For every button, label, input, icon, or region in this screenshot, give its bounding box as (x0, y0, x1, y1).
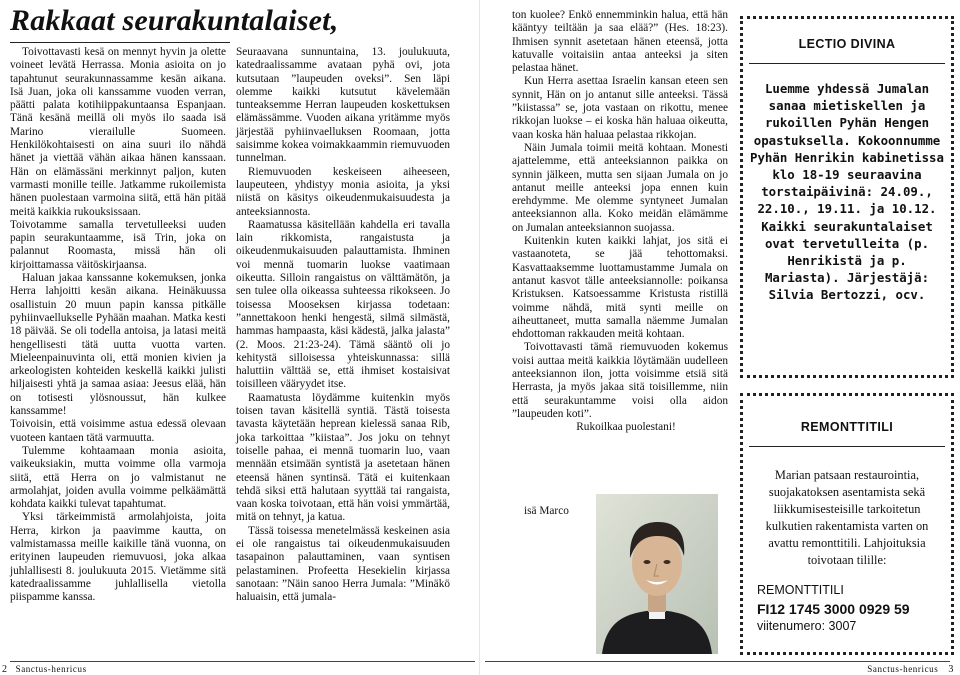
remonttitili-box (740, 393, 954, 655)
article-column-2 (236, 46, 450, 604)
lectio-divina-heading: LECTIO DIVINA (798, 37, 896, 51)
publication-name: Sanctus-henricus (867, 664, 939, 674)
paragraph: Tässä toisessa menetelmässä keskeinen asia ei ole rangaistus tai oikeudenmukaisuuden tasapainon palauttaminen, vaan syntisen pelastaminen. Profeetta Hesekielin kirjassa sanotaan: ”Näin sanoo Herra Jumala: ”Minäkö haluaisin, että jumala- (236, 524, 450, 604)
paragraph: ton kuolee? Enkö ennemminkin halua, että hän kääntyy teiltään ja saa elää?” (Hes. 18:23). Ihmisen synnit asetetaan hänen eteensä, jotta katuvalle voitaisiin antaa anteeksi ja siten pelastaa hänet. (512, 9, 728, 75)
paragraph: Riemuvuoden keskeiseen aiheeseen, laupeuteen, yhdistyy monia asioita, ja yksi niistä on käsitys oikeudenmukaisuudesta ja anteeksiannosta. (236, 165, 450, 218)
footer-left (2, 664, 87, 675)
paragraph: Yksi tärkeimmistä armolahjoista, joita Herra, kirkon ja paavimme kautta, on valmistamassa meille kaikille tänä vuonna, on erityinen laupeuden riemuvuosi, joka alkaa juhlallisesti 8. joulukuuta 2015. Vietämme sitä katedraalissamme juhlallisella vietolla piispamme kanssa. (10, 511, 226, 604)
article-column-3 (512, 9, 728, 435)
portrait-photo (596, 494, 718, 654)
page-number: 2 (2, 664, 8, 675)
lectio-divina-text: Luemme yhdessä Jumalan sanaa mietiskellen ja rukoillen Pyhän Hengen opastuksella. Kokoonnumme Pyhän Henrikin kabinetissa klo 18-19 seuraavina torstaipäivinä: 24.09., 22.10., 19.11. ja 10.12. Kaikki seurakuntalaiset ovat tervetulleita (p. Henrikistä ja p. Mariasta). Järjestäjä: Silvia Bertozzi, ocv. (750, 81, 944, 303)
account-title: REMONTTITILI (757, 583, 844, 597)
account-number: FI12 1745 3000 0929 59 (757, 601, 910, 617)
footer-right (867, 664, 954, 675)
paragraph: Toivottavasti tämä riemuvuoden kokemus voisi auttaa meitä kaikkia löytämään uudelleen anteeksiannon ilon, jotta voisimme etsiä sitä Herrasta, ja myös jakaa sitä toisillemme, niin että seurakuntamme voisi olla aidon ”laupeuden koti”. (512, 341, 728, 420)
publication-name: Sanctus-henricus (15, 664, 87, 674)
paragraph: Kun Herra asettaa Israelin kansan eteen sen synnit, Hän on jo antanut sille anteeksi. Tässä ”kiistassa” se, jota vastaan on rikottu, menee rikkojan luokse – ei koska hän haluaa oikeutta, vaan koska hän haluaa pelastaa rikkojan. (512, 75, 728, 141)
photo-caption: isä Marco (524, 505, 569, 517)
paragraph: Toivotamme samalla tervetulleeksi uuden papin seurakuntaamme, isä Trin, joka on palannut Roomasta, missä hän oli kirjoittamassa väitöskirjaansa. (10, 218, 226, 271)
remonttitili-heading: REMONTTITILI (800, 420, 894, 434)
article-column-1 (10, 46, 226, 604)
paragraph: Tulemme kohtaamaan monia asioita, vaikeuksiakin, mutta voimme olla varmoja siitä, että Herra on jo valmistanut ne armolahjat, joiden avulla voimme pelkäämättä kohdata kaikki tulevat tapahtumat. (10, 444, 226, 511)
paragraph: Raamatussa käsitellään kahdella eri tavalla lain rikkomista, rangaistusta ja oikeudenmukaisuuden palauttamista. Ihminen voi mennä tuomarin luokse vaatimaan oikeutta. Silloin rangaistus on välttämätön, ja sen tulee olla oikeassa suhteessa rikokseen. Jo toisessa Mooseksen kirjassa todetaan: ”annettakoon henki hengestä, silmä silmästä, hammas hampaasta, käsi kädestä, jalka jalasta” (2. Moos. 21:23-24). Tämä sääntö oli jo kehitystä silloisessa yhteiskunnassa: sillä haluttiin välttää se, että ihmiset kostaisivat toisilleen vääryydet itse. (236, 218, 450, 391)
paragraph: Toivoisin, että voisimme astua edessä olevaan vuoteen kantaen tätä varmuutta. (10, 418, 226, 444)
footer-rule (485, 661, 950, 662)
paragraph: Toivottavasti kesä on mennyt hyvin ja olette voineet levätä Herrassa. Monia asioita on jo tapahtunut seurakunnassamme kesän aikana. Isä Juan, joka oli kanssamme vuoden verran, päätti palata kotihiippakuntaansa Espanjaan. Tänä kesänä meillä oli myös ilo saada isä Marino vierailulle Suomeen. Henkilökohtaisesti on aina suuri ilo nähdä hänet ja viettää vähän aikaa hänen kanssaan. Hän on elämässäni merkinnyt paljon, kuten varmasti monille teille. Jatkamme rukoilemista hänen puolestaan varmoina siitä, että hän pitää meitä kaikkia rukouksissaan. (10, 46, 226, 218)
reference-number: viitenumero: 3007 (757, 619, 857, 633)
paragraph: Näin Jumala toimii meitä kohtaan. Monesti ajattelemme, että anteeksiannon paikka on synnin jälkeen, mutta sen sijaan Jumala on jo antanut meille anteeksi jopa ennen kuin erehdymme. Me olemme syntyneet Jumalan anteeksiannon alla. Koko meidän elämämme on Jumalan anteeksiannon suojassa. (512, 141, 728, 234)
heading-rule (749, 446, 945, 447)
page-number: 3 (948, 664, 954, 675)
paragraph: Raamatusta löydämme kuitenkin myös toisen tavan käsitellä syntiä. Tästä toisesta tavasta käytetään heprean kielessä sanaa Rib, joka tarkoittaa ”kiistaa”. Jos joku on tehnyt toiselle pahaa, ei mennä tuomarin luo, vaan mennään etsimään syntistä ja asetetaan hänen eteensä hänen syntinsä. Tätä ei kuitenkaan tehdä siksi että halutaan syyttää tai rangaista, vaan koska toivotaan, että hän voisi ymmärtää, mitä on tehnyt, ja katua. (236, 391, 450, 524)
remonttitili-text: Marian patsaan restaurointia, suojakatoksen asentamista sekä liikkumisesteisille tarkoitetun kulkutien rakentamista varten on avattu remonttitili. Lahjoituksia toivotaan tilille: (765, 468, 929, 567)
heading-rule (749, 63, 945, 64)
signoff: Rukoilkaa puolestani! (576, 421, 676, 434)
article-title: Rakkaat seurakuntalaiset, (10, 4, 339, 37)
paragraph: Haluan jakaa kanssanne kokemuksen, jonka Herra lahjoitti kesän aikana. Heinäkuussa osallistuin 20 muun papin kanssa pitkälle pyhiinvaellukselle Pyhään maahan. Matka kesti 18 päivää. Se oli todella antoisa, ja latasi meitä hengellisesti tätä uutta vuotta varten. Mieleenpainuvinta oli, että monien kivien ja arkeologisten kohteiden keskellä kaikki julisti hiljaisesti yhtä ja samaa asiaa: Jeesus elää, hän on totisesti ylösnoussut, hän kulkee kanssamme! (10, 272, 226, 418)
paragraph: Seuraavana sunnuntaina, 13. joulukuuta, katedraalissamme avataan pyhä ovi, jota kutsutaan ”laupeuden oveksi”. Sen läpi olemme kaikki kutsutut kävelemään tunteaksemme Herran laupeuden koskettuksen elämässämme. Vuoden aikana yritämme myös järjestää pyhiinvaelluksen Roomaan, jotta saisimme kokea voimakkaammin riemuvuoden tunnelman. (236, 46, 450, 165)
footer-rule (10, 661, 475, 662)
paragraph: Kuitenkin kuten kaikki lahjat, jos sitä ei vastaanoteta, se jää tehottomaksi. Kasvattaaksemme luottamustamme Jumala on antanut kasvot tälle anteeksiannolle: poikansa Kristuksen. Katsoessamme Kristusta ristillä voimme nähdä, mitä synti meille on aiheuttaneet, mutta samalla näemme Jumalan ehdottoman rakkauden meitä kohtaan. (512, 235, 728, 341)
lectio-divina-box (740, 16, 954, 378)
sidebar-boxes (740, 16, 954, 661)
title-underline (10, 42, 230, 43)
